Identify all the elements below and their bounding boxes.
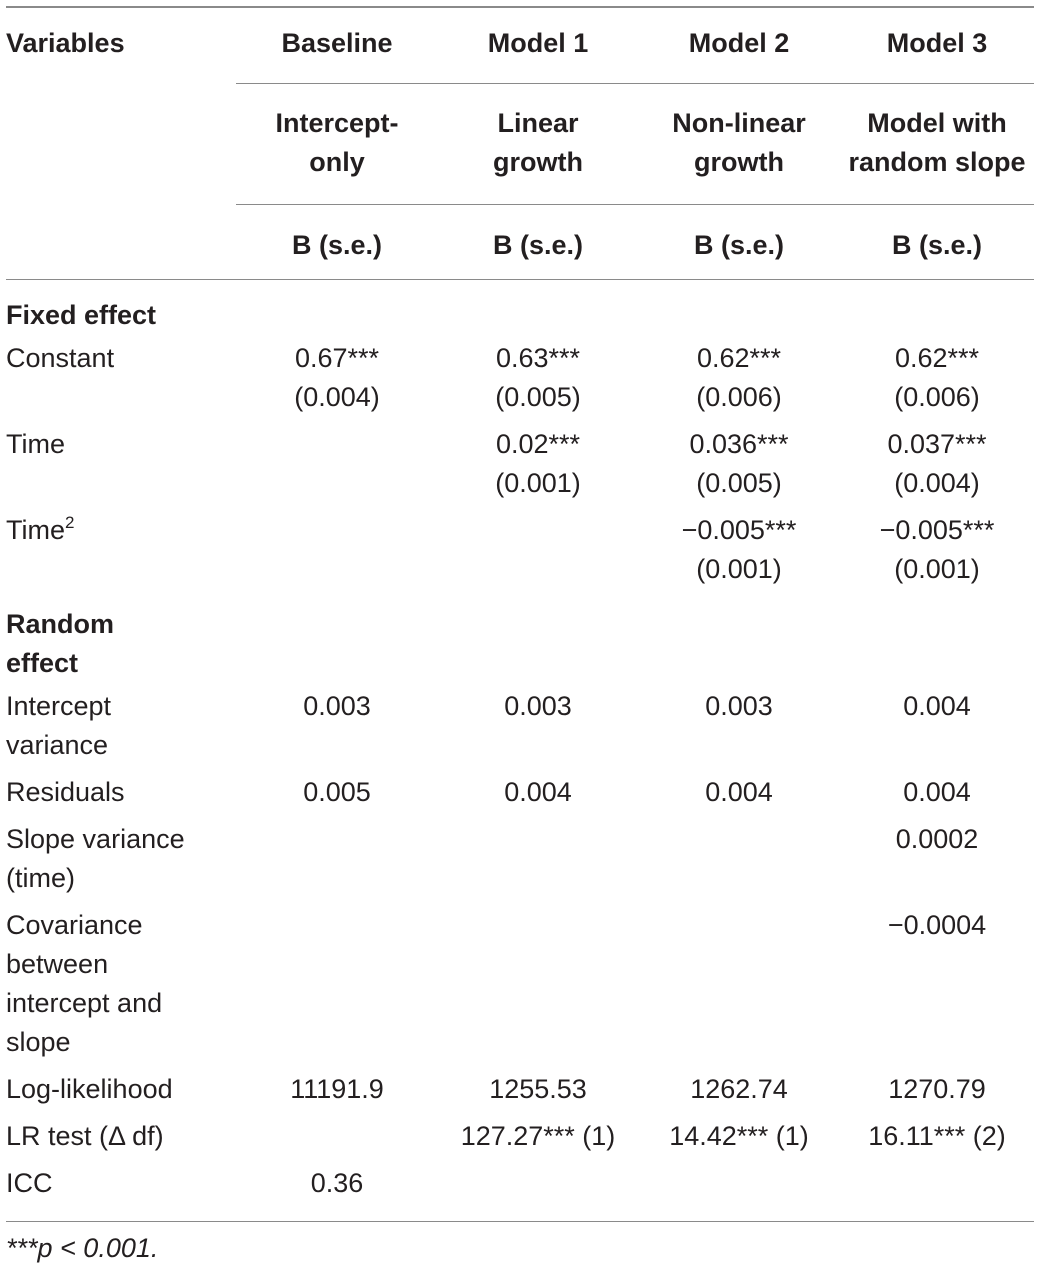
stat-header: B (s.e.) [438, 205, 638, 280]
table-cell: 0.0002 [895, 824, 979, 854]
table-cell: 0.004 [903, 691, 971, 721]
table-cell [438, 503, 638, 589]
table-cell [638, 812, 840, 898]
table-cell [438, 898, 638, 1062]
stat-header: B (s.e.) [236, 205, 438, 280]
table-cell [638, 1156, 840, 1222]
table-cell [236, 503, 438, 589]
row-label: Slope variance (time) [6, 824, 185, 893]
table-cell: 0.67*** (0.004) [294, 343, 380, 412]
table-cell [236, 898, 438, 1062]
table-cell: 0.62*** (0.006) [696, 343, 782, 412]
table-row-residuals [6, 765, 1034, 812]
table-cell [438, 1156, 638, 1222]
table-row-icc [6, 1156, 1034, 1222]
table-cell: −0.005*** (0.001) [681, 515, 797, 584]
row-label: LR test (Δ df) [6, 1121, 164, 1151]
model-description: Model with random slope [840, 84, 1034, 205]
model-description: Linear growth [438, 84, 638, 205]
header-row-descriptions [6, 84, 1034, 205]
table-row-time-squared [6, 503, 1034, 589]
table-cell: 1270.79 [888, 1074, 986, 1104]
model-header: Model 1 [438, 7, 638, 84]
table-cell [236, 417, 438, 503]
table-row-constant [6, 335, 1034, 417]
table-cell [236, 1109, 438, 1156]
row-label: ICC [6, 1156, 236, 1222]
table-cell: 0.037*** (0.004) [887, 429, 987, 498]
row-label: Time$^2$ [6, 513, 75, 545]
table-cell: −0.005*** (0.001) [879, 515, 995, 584]
stat-header: B (s.e.) [638, 205, 840, 280]
table-row-covariance [6, 898, 1034, 1062]
table-cell: 0.36 [236, 1156, 438, 1222]
regression-table [6, 6, 1034, 1222]
section-random-effect [6, 589, 1034, 683]
stat-header: B (s.e.) [840, 205, 1034, 280]
header-row-models [6, 7, 1034, 84]
table-cell [236, 812, 438, 898]
table-footnote: ***p < 0.001. [6, 1233, 159, 1263]
table-row-log-likelihood [6, 1062, 1034, 1109]
row-label: Intercept variance [6, 691, 112, 760]
row-label: Time [6, 429, 65, 459]
table-row-intercept-variance [6, 683, 1034, 765]
table-cell [438, 812, 638, 898]
table-cell: 0.036*** (0.005) [689, 429, 789, 498]
table-cell: 0.62*** (0.006) [894, 343, 980, 412]
model-header: Model 2 [638, 7, 840, 84]
table-cell: 0.004 [705, 777, 773, 807]
table-cell: 0.003 [303, 691, 371, 721]
table-cell: 1262.74 [690, 1074, 788, 1104]
model-header: Model 3 [840, 7, 1034, 84]
header-row-stat [6, 205, 1034, 280]
row-label: Covariance between intercept and slope [6, 910, 163, 1057]
model-header: Baseline [236, 7, 438, 84]
table-cell [638, 898, 840, 1062]
row-label: Constant [6, 343, 115, 373]
table-cell: 0.004 [504, 777, 572, 807]
table-row-slope-variance [6, 812, 1034, 898]
table-cell: 0.02*** (0.001) [495, 429, 581, 498]
table-cell: 16.11*** (2) [868, 1121, 1006, 1151]
table-cell: 0.003 [504, 691, 572, 721]
model-description: Intercept- only [236, 84, 438, 205]
model-description: Non-linear growth [638, 84, 840, 205]
table-cell: 14.42*** (1) [669, 1121, 809, 1151]
section-fixed-effect [6, 280, 1034, 336]
row-label: Log-likelihood [6, 1074, 173, 1104]
table-cell: 127.27*** (1) [460, 1121, 616, 1151]
table-row-lr-test [6, 1109, 1034, 1156]
table-cell: 0.003 [705, 691, 773, 721]
section-label: Random effect [6, 609, 114, 678]
table-cell: 0.005 [303, 777, 371, 807]
table-cell: 11191.9 [290, 1074, 384, 1104]
table-cell: −0.0004 [887, 910, 987, 940]
section-label: Fixed effect [6, 300, 157, 330]
variables-header: Variables [6, 7, 236, 84]
table-cell [840, 1156, 1034, 1222]
table-cell: 0.63*** (0.005) [495, 343, 581, 412]
table-cell: 1255.53 [489, 1074, 587, 1104]
table-row-time [6, 417, 1034, 503]
table-cell: 0.004 [903, 777, 971, 807]
row-label: Residuals [6, 777, 125, 807]
